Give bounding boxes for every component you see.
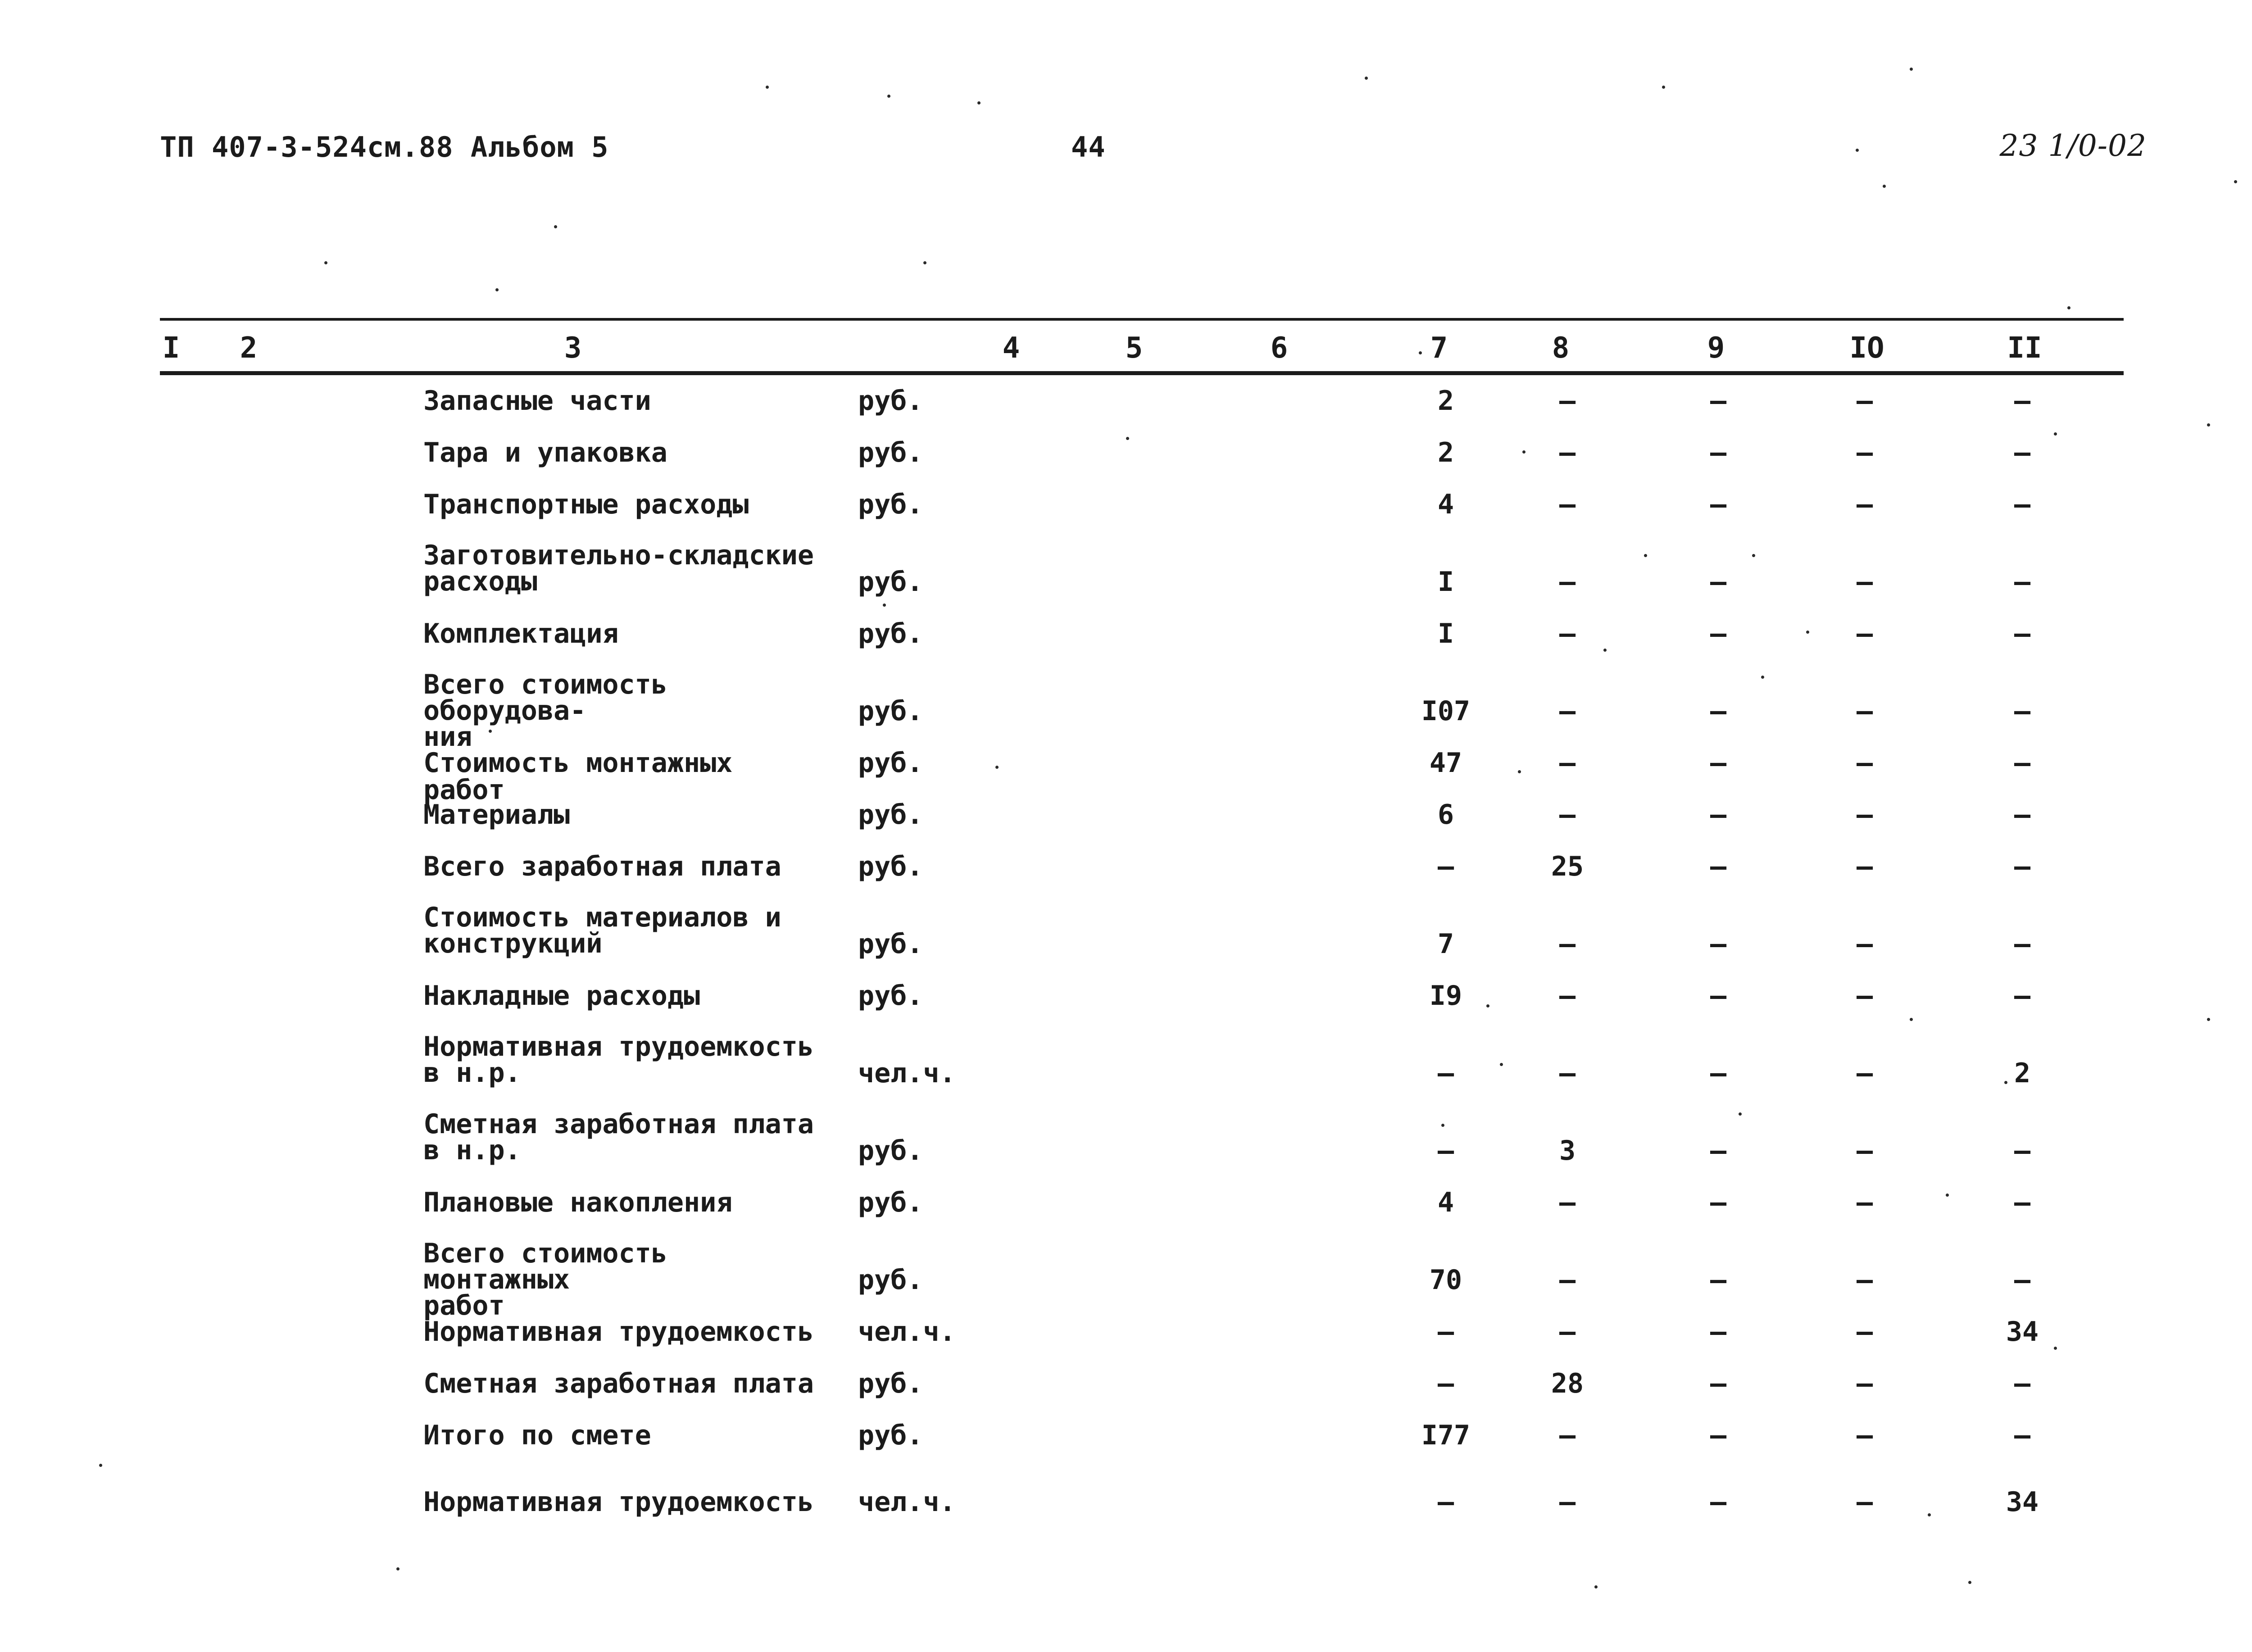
row-5-unit: руб. xyxy=(858,618,923,649)
scan-speck xyxy=(1883,185,1886,188)
scan-speck xyxy=(883,604,886,607)
row-12-col-10: – xyxy=(1856,1057,1873,1089)
row-15-col-7: 70 xyxy=(1429,1264,1462,1296)
column-number-10: IO xyxy=(1849,331,1884,365)
scan-speck xyxy=(1946,1194,1949,1197)
scan-speck xyxy=(489,730,492,733)
row-4-col-9: – xyxy=(1710,566,1727,598)
row-3-name: Транспортные расходы xyxy=(423,489,749,520)
row-3-unit: руб. xyxy=(858,489,923,520)
row-6-col-11: – xyxy=(2014,695,2031,727)
row-2-col-8: – xyxy=(1559,437,1576,468)
row-14-unit: руб. xyxy=(858,1187,923,1218)
row-11-col-8: – xyxy=(1559,980,1576,1012)
row-15-unit: руб. xyxy=(858,1264,923,1296)
row-1-unit: руб. xyxy=(858,385,923,417)
scan-speck xyxy=(1739,1112,1742,1116)
row-5-col-8: – xyxy=(1559,618,1576,649)
row-5-col-7: I xyxy=(1437,618,1454,649)
row-10-unit: руб. xyxy=(858,928,923,960)
row-7-col-11: – xyxy=(2014,747,2031,779)
row-13-col-10: – xyxy=(1856,1135,1873,1166)
row-11-col-9: – xyxy=(1710,980,1727,1012)
row-6-col-8: – xyxy=(1559,695,1576,727)
row-13-name: Сметная заработная плата в н.р. xyxy=(423,1108,814,1166)
row-17-col-11: – xyxy=(2014,1368,2031,1399)
row-17-col-9: – xyxy=(1710,1368,1727,1399)
row-14-col-10: – xyxy=(1856,1187,1873,1218)
scan-speck xyxy=(2054,432,2057,436)
row-9-name: Всего заработная плата xyxy=(423,851,781,882)
scan-speck xyxy=(1806,631,1809,634)
row-10-name: Стоимость материалов и конструкций xyxy=(423,902,781,959)
scan-speck xyxy=(1486,1004,1489,1008)
row-6-unit: руб. xyxy=(858,695,923,727)
row-7-col-10: – xyxy=(1856,747,1873,779)
row-8-col-7: 6 xyxy=(1437,799,1454,831)
row-19-name: Нормативная трудоемкость xyxy=(423,1486,814,1518)
scan-speck xyxy=(1594,1585,1598,1588)
row-8-col-8: – xyxy=(1559,799,1576,831)
scan-speck xyxy=(2067,306,2070,309)
row-19-unit: чел.ч. xyxy=(858,1486,956,1518)
scan-speck xyxy=(1644,554,1647,557)
row-9-col-9: – xyxy=(1710,851,1727,882)
row-16-col-7: – xyxy=(1437,1316,1454,1348)
row-9-col-8: 25 xyxy=(1551,851,1584,882)
row-17-col-7: – xyxy=(1437,1368,1454,1399)
row-19-col-10: – xyxy=(1856,1486,1873,1518)
row-17-unit: руб. xyxy=(858,1368,923,1399)
row-5-name: Комплектация xyxy=(423,618,619,649)
row-18-col-8: – xyxy=(1559,1420,1576,1451)
row-2-col-10: – xyxy=(1856,437,1873,468)
row-4-col-8: – xyxy=(1559,566,1576,598)
row-14-col-8: – xyxy=(1559,1187,1576,1218)
row-7-col-7: 47 xyxy=(1429,747,1462,779)
row-13-col-9: – xyxy=(1710,1135,1727,1166)
row-6-col-10: – xyxy=(1856,695,1873,727)
row-2-col-7: 2 xyxy=(1437,437,1454,468)
row-19-col-7: – xyxy=(1437,1486,1454,1518)
scan-speck xyxy=(1441,1124,1444,1127)
row-10-col-9: – xyxy=(1710,928,1727,960)
row-8-name: Материалы xyxy=(423,799,570,831)
scan-speck xyxy=(1968,1581,1971,1584)
row-3-col-10: – xyxy=(1856,489,1873,520)
row-18-name: Итого по смете xyxy=(423,1420,651,1451)
row-19-col-11: 34 xyxy=(2006,1486,2039,1518)
row-8-col-11: – xyxy=(2014,799,2031,831)
row-10-col-7: 7 xyxy=(1437,928,1454,960)
row-2-unit: руб. xyxy=(858,437,923,468)
scan-speck xyxy=(1518,770,1521,773)
row-3-col-7: 4 xyxy=(1437,489,1454,520)
column-number-1: I xyxy=(162,331,180,365)
row-9-unit: руб. xyxy=(858,851,923,882)
row-1-name: Запасные части xyxy=(423,385,651,417)
scan-speck xyxy=(1761,676,1764,679)
row-16-col-11: 34 xyxy=(2006,1316,2039,1348)
column-number-7: 7 xyxy=(1430,331,1448,365)
column-number-11: II xyxy=(2007,331,2042,365)
row-1-col-10: – xyxy=(1856,385,1873,417)
row-5-col-11: – xyxy=(2014,618,2031,649)
scan-speck xyxy=(1419,351,1422,354)
scan-speck xyxy=(2234,180,2237,183)
column-number-4: 4 xyxy=(1002,331,1020,365)
scan-speck xyxy=(887,95,890,98)
row-7-name: Стоимость монтажных работ xyxy=(423,747,733,806)
row-16-col-8: – xyxy=(1559,1316,1576,1348)
table-top-rule xyxy=(160,318,2124,321)
scan-speck xyxy=(1126,437,1129,440)
table-header-rule xyxy=(160,371,2124,375)
row-16-unit: чел.ч. xyxy=(858,1316,956,1348)
row-9-col-7: – xyxy=(1437,851,1454,882)
row-4-col-11: – xyxy=(2014,566,2031,598)
row-14-col-9: – xyxy=(1710,1187,1727,1218)
row-16-col-10: – xyxy=(1856,1316,1873,1348)
row-14-col-7: 4 xyxy=(1437,1187,1454,1218)
scan-speck xyxy=(1928,1513,1931,1516)
scan-speck xyxy=(495,288,499,291)
row-12-col-8: – xyxy=(1559,1057,1576,1089)
row-13-unit: руб. xyxy=(858,1135,923,1166)
row-4-name: Заготовительно-складские расходы xyxy=(423,540,814,597)
row-15-col-9: – xyxy=(1710,1264,1727,1296)
row-8-unit: руб. xyxy=(858,799,923,831)
row-9-col-10: – xyxy=(1856,851,1873,882)
document-title: ТП 407-3-524см.88 Альбом 5 xyxy=(160,131,609,163)
scan-speck xyxy=(1752,554,1755,557)
scan-speck xyxy=(554,225,557,228)
scan-speck xyxy=(766,86,769,89)
row-11-col-10: – xyxy=(1856,980,1873,1012)
row-15-col-11: – xyxy=(2014,1264,2031,1296)
row-3-col-11: – xyxy=(2014,489,2031,520)
row-3-col-8: – xyxy=(1559,489,1576,520)
row-10-col-11: – xyxy=(2014,928,2031,960)
scan-speck xyxy=(1910,68,1913,71)
column-number-3: 3 xyxy=(564,331,582,365)
row-14-col-11: – xyxy=(2014,1187,2031,1218)
row-2-name: Тара и упаковка xyxy=(423,437,667,468)
scan-speck xyxy=(2207,423,2210,427)
row-10-col-10: – xyxy=(1856,928,1873,960)
row-17-name: Сметная заработная плата xyxy=(423,1368,814,1399)
column-number-5: 5 xyxy=(1125,331,1143,365)
row-15-name: Всего стоимость монтажных работ xyxy=(423,1238,667,1321)
row-6-col-9: – xyxy=(1710,695,1727,727)
scan-speck xyxy=(2207,1018,2210,1021)
scan-speck xyxy=(1522,450,1526,454)
row-13-col-8: 3 xyxy=(1559,1135,1576,1166)
row-1-col-8: – xyxy=(1559,385,1576,417)
row-3-col-9: – xyxy=(1710,489,1727,520)
row-12-unit: чел.ч. xyxy=(858,1057,956,1089)
column-number-9: 9 xyxy=(1707,331,1725,365)
scan-speck xyxy=(995,766,999,769)
row-12-name: Нормативная трудоемкость в н.р. xyxy=(423,1031,814,1089)
row-1-col-9: – xyxy=(1710,385,1727,417)
row-8-col-9: – xyxy=(1710,799,1727,831)
column-number-8: 8 xyxy=(1552,331,1570,365)
row-18-col-7: I77 xyxy=(1421,1420,1471,1451)
row-4-col-7: I xyxy=(1437,566,1454,598)
row-2-col-9: – xyxy=(1710,437,1727,468)
scan-speck xyxy=(1500,1063,1503,1066)
row-18-col-10: – xyxy=(1856,1420,1873,1451)
row-1-col-7: 2 xyxy=(1437,385,1454,417)
row-18-unit: руб. xyxy=(858,1420,923,1451)
scan-speck xyxy=(324,261,327,264)
row-12-col-7: – xyxy=(1437,1057,1454,1089)
row-7-col-9: – xyxy=(1710,747,1727,779)
row-6-col-7: I07 xyxy=(1421,695,1471,727)
row-2-col-11: – xyxy=(2014,437,2031,468)
row-9-col-11: – xyxy=(2014,851,2031,882)
row-12-col-9: – xyxy=(1710,1057,1727,1089)
row-7-unit: руб. xyxy=(858,747,923,779)
row-15-col-10: – xyxy=(1856,1264,1873,1296)
row-4-col-10: – xyxy=(1856,566,1873,598)
row-11-unit: руб. xyxy=(858,980,923,1012)
scan-speck xyxy=(396,1567,400,1570)
archive-code: 23 1/0-02 xyxy=(1999,128,2147,163)
row-16-col-9: – xyxy=(1710,1316,1727,1348)
row-6-name: Всего стоимость оборудова- ния xyxy=(423,669,667,753)
row-14-name: Плановые накопления xyxy=(423,1187,733,1218)
row-17-col-8: 28 xyxy=(1551,1368,1584,1399)
row-5-col-10: – xyxy=(1856,618,1873,649)
row-15-col-8: – xyxy=(1559,1264,1576,1296)
scan-speck xyxy=(977,101,981,104)
row-11-name: Накладные расходы xyxy=(423,980,700,1012)
row-1-col-11: – xyxy=(2014,385,2031,417)
scan-speck xyxy=(1603,649,1607,652)
row-7-col-8: – xyxy=(1559,747,1576,779)
column-number-6: 6 xyxy=(1270,331,1288,365)
scan-speck xyxy=(1662,86,1665,89)
row-4-unit: руб. xyxy=(858,566,923,598)
column-number-2: 2 xyxy=(240,331,258,365)
scan-speck xyxy=(1856,149,1859,152)
row-16-name: Нормативная трудоемкость xyxy=(423,1316,814,1348)
scan-speck xyxy=(99,1464,102,1467)
row-10-col-8: – xyxy=(1559,928,1576,960)
row-18-col-9: – xyxy=(1710,1420,1727,1451)
scan-speck xyxy=(1365,77,1368,80)
scan-speck xyxy=(923,261,926,264)
row-17-col-10: – xyxy=(1856,1368,1873,1399)
row-19-col-8: – xyxy=(1559,1486,1576,1518)
row-12-col-11: 2 xyxy=(2014,1057,2031,1089)
row-11-col-11: – xyxy=(2014,980,2031,1012)
scan-speck xyxy=(2004,1081,2007,1084)
row-5-col-9: – xyxy=(1710,618,1727,649)
row-19-col-9: – xyxy=(1710,1486,1727,1518)
page-number: 44 xyxy=(1071,131,1106,163)
row-13-col-7: – xyxy=(1437,1135,1454,1166)
row-11-col-7: I9 xyxy=(1429,980,1462,1012)
row-18-col-11: – xyxy=(2014,1420,2031,1451)
row-8-col-10: – xyxy=(1856,799,1873,831)
scan-speck xyxy=(1910,1018,1913,1021)
scan-speck xyxy=(2054,1347,2057,1350)
row-13-col-11: – xyxy=(2014,1135,2031,1166)
